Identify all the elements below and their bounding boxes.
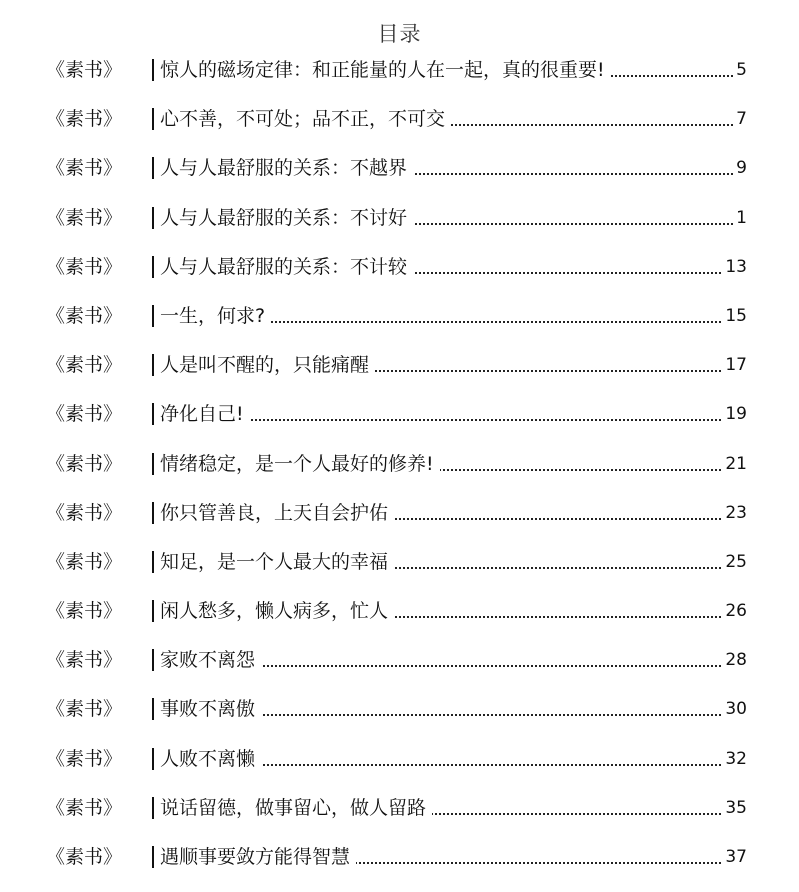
toc-entry-page-number: 25	[722, 548, 747, 576]
toc-entry[interactable]	[0, 450, 799, 499]
toc-entry-page-number: 15	[722, 302, 747, 330]
toc-entry-book: 《素书》	[46, 747, 123, 770]
toc-entry-book: 《素书》	[46, 108, 123, 131]
toc-entry-separator	[152, 551, 154, 573]
toc-entry-title: 闲人愁多，懒人病多，忙人	[160, 597, 394, 625]
table-of-contents	[0, 56, 799, 892]
toc-entry-page-number: 28	[722, 646, 747, 674]
toc-entry-page-number: 9	[733, 154, 747, 182]
toc-entry-title: 心不善，不可处；品不正，不可交	[160, 105, 451, 133]
toc-entry-page-number: 1	[733, 204, 747, 232]
toc-entry-title: 知足，是一个人最大的幸福	[160, 548, 394, 576]
toc-entry-separator	[152, 600, 154, 622]
toc-entry-separator	[152, 108, 154, 130]
toc-entry-separator	[152, 305, 154, 327]
toc-entry[interactable]	[0, 56, 799, 105]
toc-entry-page-number: 32	[722, 745, 747, 773]
toc-entry-separator	[152, 846, 154, 868]
toc-entry-page-number: 21	[722, 450, 747, 478]
toc-entry-title: 净化自己!	[160, 400, 250, 428]
toc-entry-page-number: 37	[722, 843, 747, 871]
toc-entry-separator	[152, 649, 154, 671]
toc-entry-page-number: 17	[722, 351, 747, 379]
toc-entry[interactable]	[0, 253, 799, 302]
toc-entry-title: 人败不离懒	[160, 745, 261, 773]
toc-entry[interactable]	[0, 499, 799, 548]
toc-entry-separator	[152, 207, 154, 229]
toc-entry-book: 《素书》	[46, 354, 123, 377]
page-title: 目录	[377, 22, 422, 46]
toc-entry-page-number: 5	[733, 56, 747, 84]
toc-entry-title: 说话留德，做事留心，做人留路	[160, 794, 432, 822]
toc-entry-title: 事败不离傲	[160, 695, 261, 723]
toc-entry-title: 人与人最舒服的关系：不计较	[160, 253, 413, 281]
toc-entry-page-number: 7	[733, 105, 747, 133]
toc-entry-page-number: 13	[722, 253, 747, 281]
toc-entry[interactable]	[0, 400, 799, 449]
toc-entry-book: 《素书》	[46, 304, 123, 327]
toc-entry-separator	[152, 354, 154, 376]
toc-entry-separator	[152, 59, 154, 81]
toc-entry[interactable]	[0, 843, 799, 892]
toc-entry[interactable]	[0, 794, 799, 843]
toc-entry-separator	[152, 698, 154, 720]
toc-entry-separator	[152, 748, 154, 770]
toc-entry[interactable]	[0, 302, 799, 351]
toc-entry[interactable]	[0, 351, 799, 400]
toc-entry-separator	[152, 157, 154, 179]
toc-entry[interactable]	[0, 204, 799, 253]
toc-entry[interactable]	[0, 695, 799, 744]
toc-entry[interactable]	[0, 597, 799, 646]
toc-entry-book: 《素书》	[46, 501, 123, 524]
toc-entry-title: 家败不离怨	[160, 646, 261, 674]
toc-entry-separator	[152, 453, 154, 475]
toc-entry-separator	[152, 256, 154, 278]
toc-entry-title: 情绪稳定，是一个人最好的修养!	[160, 450, 440, 478]
toc-entry-title: 遇顺事要敛方能得智慧	[160, 843, 356, 871]
toc-entry-page-number: 19	[722, 400, 747, 428]
toc-entry-book: 《素书》	[46, 649, 123, 672]
toc-entry-book: 《素书》	[46, 550, 123, 573]
toc-entry-title: 人与人最舒服的关系：不越界	[160, 154, 413, 182]
toc-entry-page-number: 30	[722, 695, 747, 723]
toc-entry-page-number: 35	[722, 794, 747, 822]
toc-entry-title: 一生，何求?	[160, 302, 271, 330]
toc-entry-title: 人与人最舒服的关系：不讨好	[160, 204, 413, 232]
toc-entry-separator	[152, 502, 154, 524]
toc-entry-title: 人是叫不醒的，只能痛醒	[160, 351, 375, 379]
toc-entry-book: 《素书》	[46, 255, 123, 278]
toc-entry-book: 《素书》	[46, 698, 123, 721]
toc-entry-separator	[152, 797, 154, 819]
toc-entry-page-number: 23	[722, 499, 747, 527]
toc-entry-book: 《素书》	[46, 59, 123, 81]
toc-entry-book: 《素书》	[46, 796, 123, 819]
toc-entry-book: 《素书》	[46, 206, 123, 229]
toc-entry[interactable]	[0, 548, 799, 597]
toc-entry-book: 《素书》	[46, 403, 123, 426]
toc-entry-title: 你只管善良，上天自会护佑	[160, 499, 394, 527]
toc-entry-separator	[152, 403, 154, 425]
toc-entry[interactable]	[0, 105, 799, 154]
toc-entry[interactable]	[0, 154, 799, 203]
toc-entry-book: 《素书》	[46, 157, 123, 180]
toc-entry[interactable]	[0, 646, 799, 695]
toc-entry-book: 《素书》	[46, 452, 123, 475]
toc-entry[interactable]	[0, 745, 799, 794]
toc-entry-page-number: 26	[722, 597, 747, 625]
toc-entry-title: 惊人的磁场定律：和正能量的人在一起，真的很重要!	[160, 56, 611, 84]
toc-entry-book: 《素书》	[46, 600, 123, 623]
toc-entry-book: 《素书》	[46, 846, 123, 868]
